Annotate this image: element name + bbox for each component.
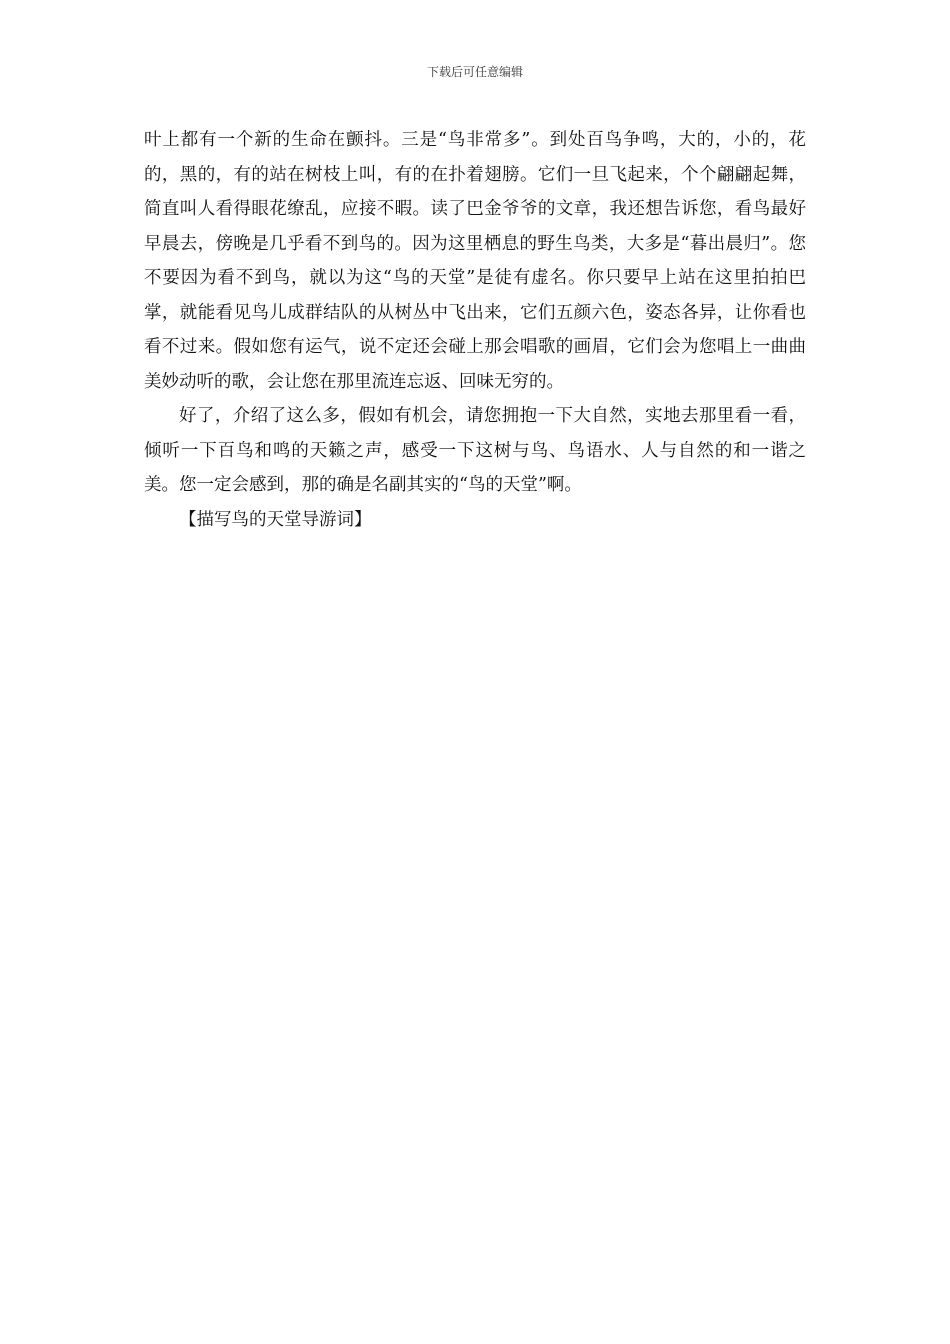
- document-body: [144, 123, 806, 537]
- section-heading: 【描写鸟的天堂导游词】: [179, 509, 372, 530]
- page-header: 下载后可任意编辑: [426, 65, 523, 79]
- paragraph-closing: 好了，介绍了这么多，假如有机会，请您拥抱一下大自然，实地去那里看一看，倾听一下百鸟和鸣的天籁之声，感受一下这树与鸟、鸟语水、人与自然的和一谐之美。您一定会感到，那的确是名副其实的“鸟的天堂”啊。: [144, 406, 806, 495]
- paragraph-continuation: 叶上都有一个新的生命在颤抖。三是“鸟非常多”。到处百鸟争鸣，大的，小的，花的，黑的，有的站在树枝上叫，有的在扑着翅膀。它们一旦飞起来，个个翩翩起舞，简直叫人看得眼花缭乱，应接不暇。读了巴金爷爷的文章，我还想告诉您，看鸟最好早晨去，傍晚是几乎看不到鸟的。因为这里栖息的野生鸟类，大多是“暮出晨归”。您不要因为看不到鸟，就以为这“鸟的天堂”是徒有虚名。你只要早上站在这里拍拍巴掌，就能看见鸟儿成群结队的从树丛中飞出来，它们五颜六色，姿态各异，让你看也看不过来。假如您有运气，说不定还会碰上那会唱歌的画眉，它们会为您唱上一曲曲美妙动听的歌，会让您在那里流连忘返、回味无穷的。: [144, 130, 806, 392]
